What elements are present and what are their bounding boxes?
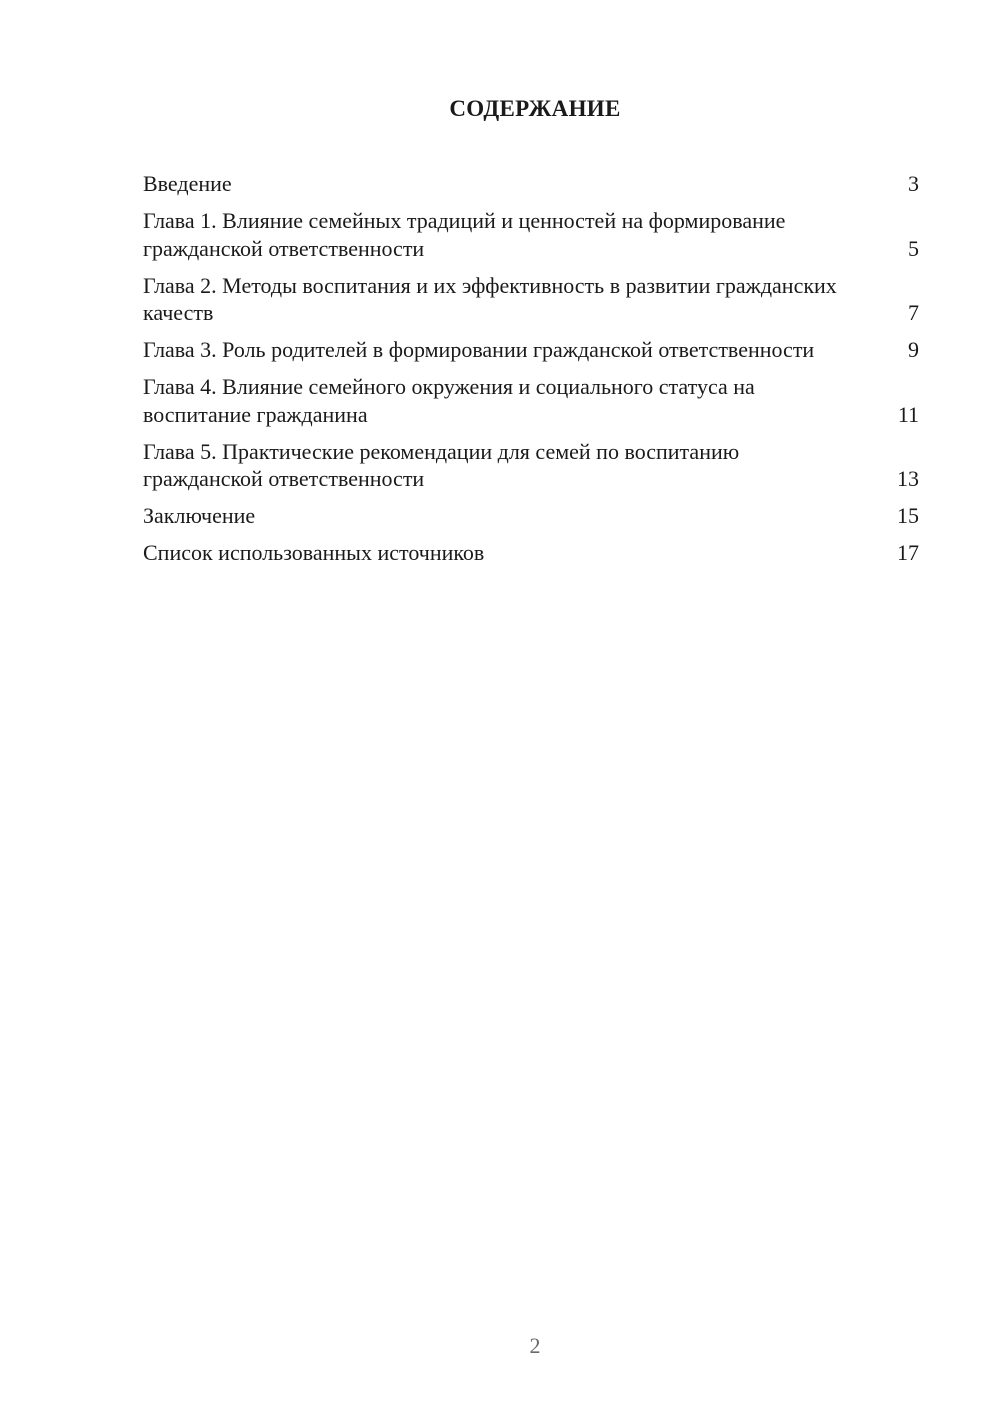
toc-entry-title: Список использованных источников [143, 540, 485, 565]
toc-entry-page: 9 [908, 337, 919, 362]
toc-entry-chapter-5[interactable] [143, 438, 919, 493]
toc-entry-page: 11 [897, 401, 919, 427]
toc-entry-title: Заключение [143, 503, 256, 528]
toc-entry-chapter-3[interactable] [143, 336, 919, 364]
toc-entry-chapter-2[interactable] [143, 272, 919, 327]
toc-entry-title: Глава 1. Влияние семейных традиций и ценностей на формирование гражданской ответственности [143, 208, 786, 261]
toc-entry-page: 7 [908, 300, 919, 325]
toc-entry-title: Глава 4. Влияние семейного окружения и социального статуса на воспитание гражданина [143, 374, 755, 427]
toc-entry-title: Глава 5. Практические рекомендации для семей по воспитанию гражданской ответственности [143, 438, 740, 491]
toc-entry-page: 13 [897, 466, 919, 491]
toc-entry-title: Глава 2. Методы воспитания и их эффективность в развитии гражданских качеств [143, 272, 837, 325]
toc-entry-chapter-4[interactable] [143, 373, 919, 428]
toc-entry-page: 15 [897, 503, 919, 528]
toc-entry-chapter-1[interactable] [143, 207, 919, 262]
toc-entry-title: Глава 3. Роль родителей в формировании гражданской ответственности [143, 337, 815, 362]
toc-entry-conclusion[interactable] [143, 502, 919, 530]
table-of-contents [143, 170, 919, 576]
toc-entry-references[interactable] [143, 539, 919, 567]
page-title: СОДЕРЖАНИЕ [449, 96, 621, 121]
toc-entry-page: 5 [908, 235, 919, 261]
toc-entry-page: 3 [908, 171, 919, 196]
toc-entry-introduction[interactable] [143, 170, 919, 198]
toc-entry-page: 17 [897, 540, 919, 565]
toc-entry-title: Введение [143, 171, 232, 196]
page-number: 2 [529, 1333, 541, 1358]
